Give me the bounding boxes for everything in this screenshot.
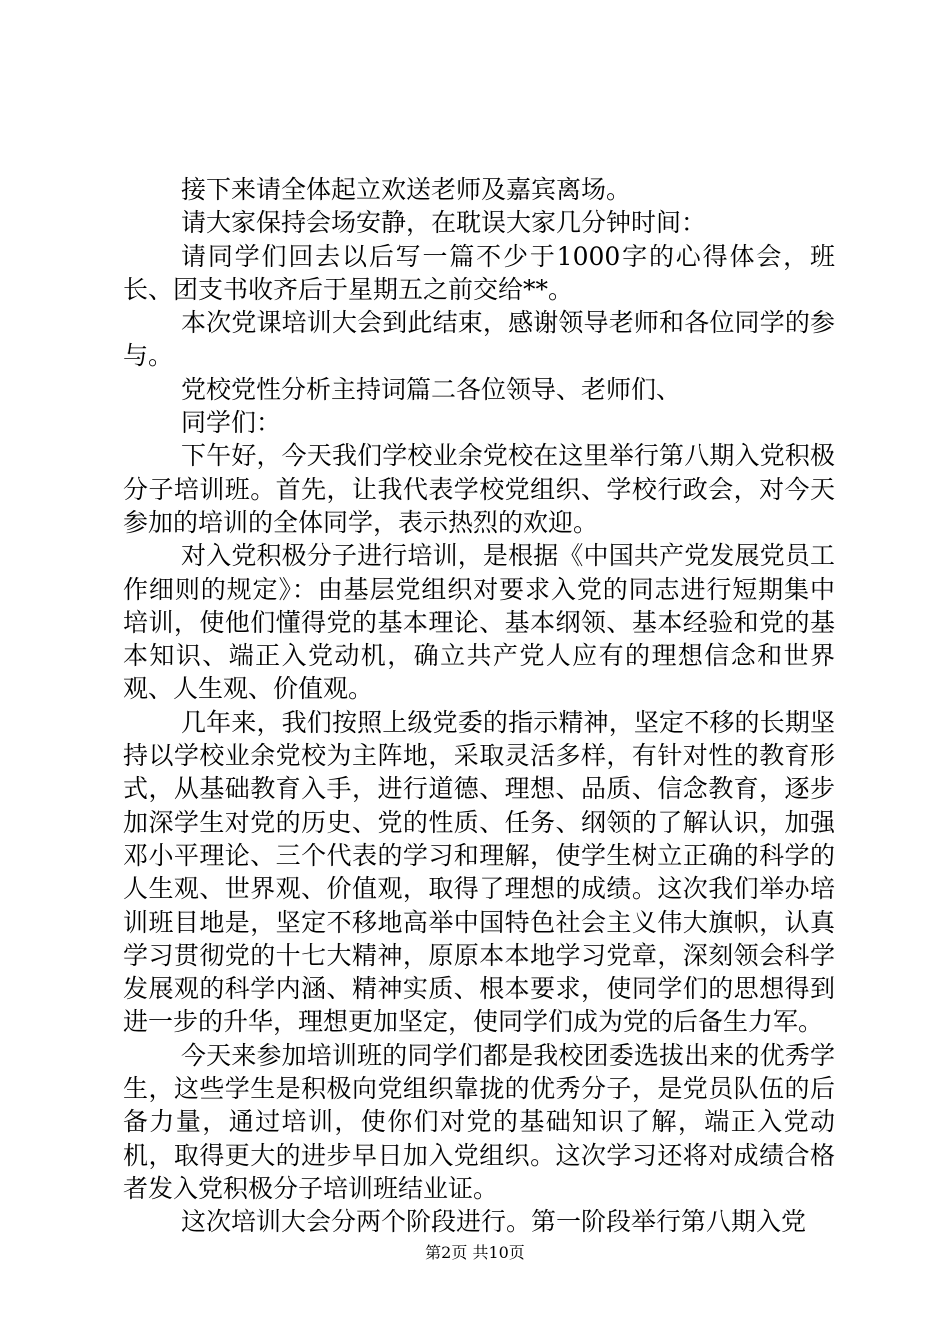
paragraph: 下午好，今天我们学校业余党校在这里举行第八期入党积极分子培训班。首先，让我代表学校党组织、学校行政会，对今天参加的培训的全体同学，表示热烈的欢迎。 [123, 441, 835, 537]
paragraph: 这次培训大会分两个阶段进行。第一阶段举行第八期入党 [181, 1207, 807, 1237]
paragraph: 党校党性分析主持词篇二各位领导、老师们、 [181, 374, 682, 404]
paragraph: 请同学们回去以后写一篇不少于1000字的心得体会，班长、团支书收齐后于星期五之前交给**。 [123, 241, 835, 304]
paragraph: 几年来，我们按照上级党委的指示精神，坚定不移的长期坚持以学校业余党校为主阵地，采取灵活多样，有针对性的教育形式，从基础教育入手，进行道德、理想、品质、信念教育，逐步加深学生对党的历史、党的性质、任务、纲领的了解认识，加强邓小平理论、三个代表的学习和理解，使学生树立正确的科学的人生观、世界观、价值观，取得了理想的成绩。这次我们举办培训班目地是，坚定不移地高举中国特色社会主义伟大旗帜，认真学习贯彻党的十七大精神，原原本本地学习党章，深刻领会科学发展观的科学内涵、精神实质、根本要求，使同学们的思想得到进一步的升华，理想更加坚定，使同学们成为党的后备生力军。 [123, 707, 835, 1037]
document-body [123, 173, 835, 1239]
page-footer [0, 1243, 950, 1263]
page-number: 第2页 共10页 [425, 1243, 525, 1262]
paragraph: 对入党积极分子进行培训，是根据《中国共产党发展党员工作细则的规定》：由基层党组织对要求入党的同志进行短期集中培训，使他们懂得党的基本理论、基本纲领、基本经验和党的基本知识、端正入党动机，确立共产党人应有的理想信念和世界观、人生观、价值观。 [123, 541, 835, 704]
paragraph: 接下来请全体起立欢送老师及嘉宾离场。 [181, 175, 632, 204]
paragraph: 请大家保持会场安静，在耽误大家几分钟时间： [181, 208, 707, 238]
paragraph: 同学们： [181, 408, 282, 438]
paragraph: 本次党课培训大会到此结束，感谢领导老师和各位同学的参与。 [123, 308, 835, 371]
paragraph: 今天来参加培训班的同学们都是我校团委选拔出来的优秀学生，这些学生是积极向党组织靠拢的优秀分子，是党员队伍的后备力量，通过培训，使你们对党的基础知识了解，端正入党动机，取得更大的进步早日加入党组织。这次学习还将对成绩合格者发入党积极分子培训班结业证。 [123, 1040, 835, 1203]
